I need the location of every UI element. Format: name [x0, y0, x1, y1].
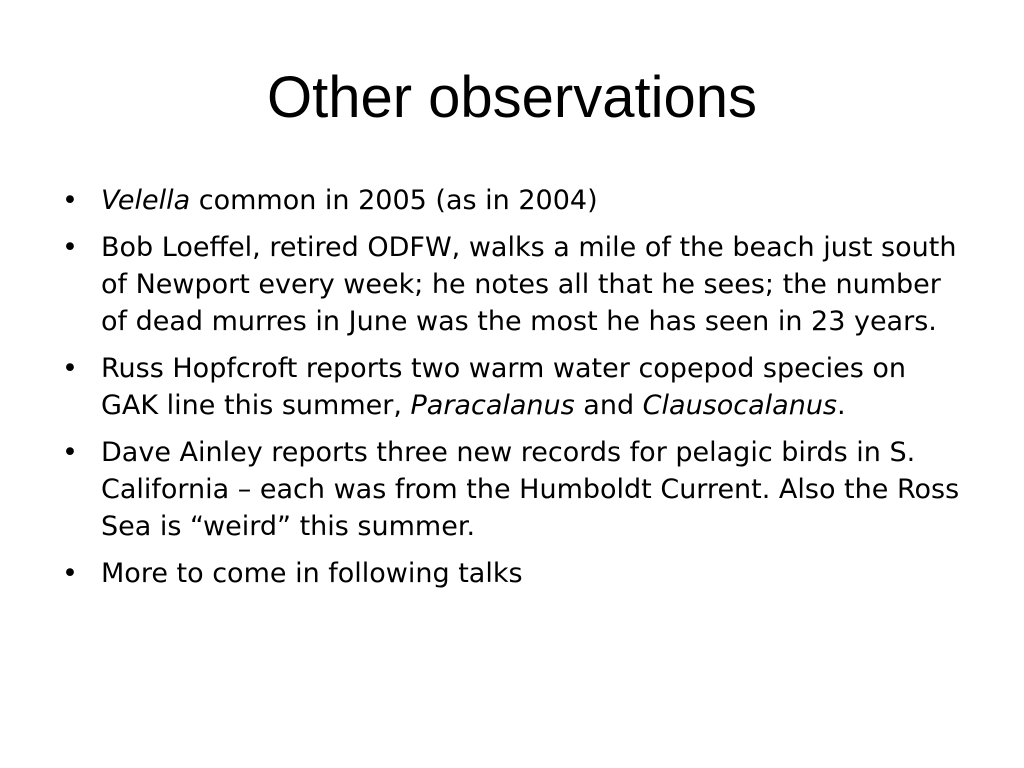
bullet-dot-icon: • [62, 437, 78, 468]
slide-title: Other observations [266, 65, 758, 130]
bullet-text: Dave Ainley reports three new records for pelagic birds in S. California – each was from the Humboldt Current. Also the Ross Sea is “weird” this summer. [101, 437, 960, 542]
bullet-text: common in 2005 (as in 2004) [190, 185, 598, 216]
bullet-dot-icon: • [62, 185, 78, 216]
bullet-dot-icon: • [62, 558, 78, 589]
bullet-list [60, 182, 960, 602]
bullet-text: More to come in following talks [101, 558, 523, 589]
bullet-text-italic: Velella [101, 185, 191, 216]
bullet-dot-icon: • [62, 353, 78, 384]
bullet-item-hopfcroft [60, 350, 960, 424]
bullet-text-italic: Clausocalanus [642, 390, 837, 421]
bullet-text: and [574, 390, 643, 421]
bullet-text: Russ Hopfcroft reports two warm water copepod species on GAK line this summer, [101, 353, 906, 421]
bullet-item-loeffel [60, 229, 960, 340]
bullet-text: Bob Loeffel, retired ODFW, walks a mile of the beach just south of Newport every week; he notes all that he sees; the number of dead murres in June was the most he has seen in 23 years. [101, 232, 957, 337]
bullet-item-velella [60, 182, 960, 219]
bullet-text: . [837, 390, 846, 421]
bullet-text-italic: Paracalanus [410, 390, 575, 421]
bullet-item-ainley [60, 434, 960, 545]
bullet-dot-icon: • [62, 232, 78, 263]
bullet-item-more-talks [60, 555, 960, 592]
